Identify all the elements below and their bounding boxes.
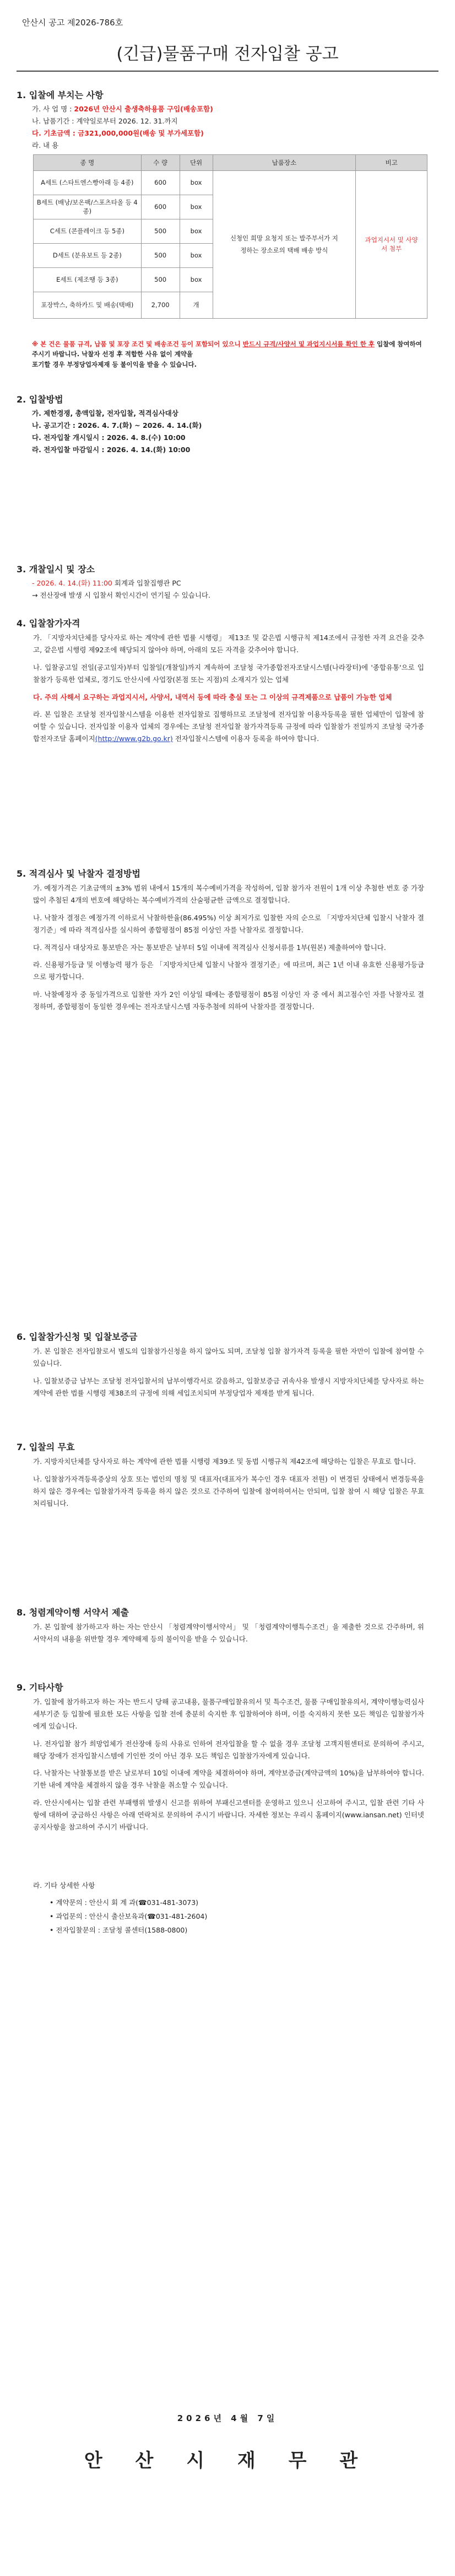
section-6-body (33, 1345, 424, 1405)
section-4-para-b: 나. 입찰공고일 전일(공고일자)부터 입찰일(개찰일)까지 계속하여 조달청 국가종합전자조달시스템(나라장터)에 '종합유통'으로 입찰참가 등록한 업체로, 경기도 안산시에 사업장(본점 또는 지점)의 소재지가 있는 업체 (33, 663, 424, 684)
section-1-item-b: 나. 납품기간 : 계약일로부터 2026. 12. 31.까지 (32, 117, 178, 125)
section-9-para-b: 나. 전자입찰 참가 희망업체가 전산장애 등의 사유로 인하여 전자입찰을 할 수 없을 경우 조달청 고객지원센터로 문의하여 주시고, 해당 장애가 전자입찰시스템에 기인한 것이 아닌 경우 모든 책임은 입찰참가자에게 있습니다. (33, 1739, 424, 1760)
item-qty: 600 (141, 171, 180, 195)
section-2-item-c: 다. 전자입찰 개시일시 : 2026. 4. 8.(수) 10:00 (32, 433, 186, 442)
section-2-item-d: 라. 전자입찰 마감일시 : 2026. 4. 14.(화) 10:00 (32, 446, 191, 454)
section-9-body (33, 1696, 424, 1839)
item-unit: box (180, 195, 213, 219)
item-qty: 600 (141, 195, 180, 219)
section-5-para-d: 라. 신용평가등급 및 이행능력 평가 등은 「지방자치단체 입찰시 낙찰자 결정기준」에 따르며, 최근 1년 이내 유효한 신용평가등급으로 평가합니다. (33, 960, 424, 981)
section-5-para-c: 다. 적격심사 대상자로 통보받은 자는 통보받은 날부터 5일 이내에 적격심사 신청서류를 1부(원본) 제출하여야 합니다. (33, 943, 386, 952)
contact-contract: • 계약문의 : 안산시 회 계 과(☎031-481-3073) (50, 1898, 199, 1907)
section-3-title: 3. 개찰일시 및 장소 (17, 564, 95, 575)
section-1-item-c: 다. 기초금액 : 금321,000,000원(배송 및 부가세포함) (32, 129, 204, 137)
header-name: 종 명 (34, 155, 142, 171)
section-1-item-d: 라. 내 용 (32, 141, 59, 149)
item-unit: box (180, 171, 213, 195)
g2b-link[interactable]: (http://www.g2b.go.kr) (95, 734, 173, 743)
header-note: 비고 (356, 155, 427, 171)
contact-list (50, 1896, 207, 1937)
table-footnote: ※ 본 건은 물품 규격, 납품 및 포장 조건 및 배송조건 등이 포함되어 있으니 반드시 규격/사양서 및 과업지시서를 확인 한 후 입찰에 참여하여 주시기 바랍니다. 낙찰자 선정 후 적합한 사유 없이 계약을 포기할 경우 부정당업자제재 등 불이익을 받을 수 있습니다. (32, 340, 422, 368)
item-name: E세트 (제조땡 등 3종) (34, 268, 142, 292)
item-name: C세트 (콘플레이크 등 5종) (34, 219, 142, 244)
section-6-para-b: 나. 입찰보증금 납부는 조달청 전자입찰서의 납부이행각서로 갈음하고, 입찰보증금 귀속사유 발생시 지방자치단체를 당사자로 하는 계약에 관한 법률 시행령 제38조의 규정에 의해 세입조치되며 부정당업자 제재를 받게 됩니다. (33, 1376, 424, 1397)
item-name: D세트 (분유보트 등 2종) (34, 244, 142, 268)
section-9-para-c: 다. 낙찰자는 낙찰통보를 받은 날로부터 10일 이내에 계약을 체결하여야 하며, 계약보증금(계약금액의 10%)을 납부하여야 합니다. 기한 내에 계약을 체결하지 않을 경우 낙찰을 취소할 수 있습니다. (33, 1769, 424, 1790)
item-qty: 500 (141, 244, 180, 268)
section-6-title: 6. 입찰참가신청 및 입찰보증금 (17, 1332, 138, 1342)
table-row (34, 171, 427, 195)
section-9-para-d: 라. 안산시에서는 입찰 관련 부패행위 발생시 신고를 위하여 부패신고센터를 운영하고 있으니 신고하여 주시고, 입찰 관련 기타 사항에 대하여 궁금하신 사항은 아래 연락처로 문의하여 주시기 바랍니다. 자세한 정보는 우리시 홈페이지(www.iansan.net) 인터넷 공지사항을 참고하여 주시기 바랍니다. (33, 1799, 424, 1831)
table-header-row (34, 155, 427, 171)
note-cell: 과업지시서 및 사양서 첨부 (356, 171, 427, 319)
item-name: B세트 (배낭/보온팩/스포츠타올 등 4종) (34, 195, 142, 219)
page-title: (긴급)물품구매 전자입찰 공고 (116, 44, 339, 64)
section-1-title: 1. 입찰에 부치는 사항 (17, 90, 104, 100)
section-4-para-c: 다. 주의 사해서 요구하는 과업지시서, 사양서, 내역서 등에 따라 충실 또는 그 이상의 규격제품으로 납품이 가능한 업체 (33, 693, 392, 701)
section-2-title: 2. 입찰방법 (17, 394, 63, 405)
contact-e-bid: • 전자입찰문의 : 조달청 콜센터(1588-0800) (50, 1926, 188, 1934)
section-5-title: 5. 적격심사 및 낙찰자 결정방법 (17, 868, 140, 879)
contact-title: 라. 기타 상세한 사항 (33, 1881, 95, 1890)
header-unit: 단위 (180, 155, 213, 171)
item-name: 포장박스, 축하카드 및 배송(택배) (34, 292, 142, 319)
item-qty: 500 (141, 219, 180, 244)
item-unit: 개 (180, 292, 213, 319)
section-7-title: 7. 입찰의 무효 (17, 1442, 75, 1452)
section-5-para-b: 나. 낙찰자 결정은 예정가격 이하로서 낙찰하한율(86.495%) 이상 최저가로 입찰한 자의 순으로 「지방자치단체 입찰시 낙찰자 결정기준」에 따라 적격심사를 실시하여 종합평점이 85점 이상인 자를 낙찰자로 결정합니다. (33, 913, 424, 934)
section-8-para-a: 가. 본 입찰에 참가하고자 하는 자는 안산시 「청렴계약이행서약서」 및 「청렴계약이행특수조건」을 제출한 것으로 간주하며, 위 서약서의 내용을 위반할 경우 계약해제 등의 불이익을 받을 수 있습니다. (33, 1623, 424, 1643)
header-place: 납품장소 (213, 155, 356, 171)
item-unit: box (180, 268, 213, 292)
section-9-title: 9. 기타사항 (17, 1682, 63, 1693)
section-4-para-a: 가. 「지방자치단체를 당사자로 하는 계약에 관한 법률 시행령」 제13조 및 같은법 시행규칙 제14조에서 규정한 자격 요건을 갖추고, 같은법 시행령 제92조에 해당되지 않아야 하며, 아래의 모든 자격을 갖추어야 합니다. (33, 634, 424, 654)
section-5-para-e: 마. 낙찰예정자 중 동일가격으로 입찰한 자가 2인 이상일 때에는 종합평점이 85점 이상인 자 중 에서 최고점수인 자를 낙찰자로 결정하며, 종합평점이 동일한 경우에는 전자조달시스템 자동추첨에 의하여 낙찰자를 결정합니다. (33, 990, 424, 1011)
item-qty: 2,700 (141, 292, 180, 319)
section-4-title: 4. 입찰참가자격 (17, 618, 80, 629)
title-divider (17, 71, 438, 72)
section-5-para-a: 가. 예정가격은 기초금액의 ±3% 범위 내에서 15개의 복수예비가격을 작성하여, 입찰 참가자 전원이 1개 이상 추첨한 번호 중 가장 많이 추첨된 4개의 번호에 해당하는 복수예비가격의 산술평균한 금액으로 결정합니다. (33, 884, 424, 904)
item-unit: box (180, 219, 213, 244)
section-1-item-a: 가. 사 업 명 : 2026년 안산시 출생축하용품 구입(배송포함) (32, 105, 213, 113)
section-7-para-a: 가. 지방자치단체를 당사자로 하는 계약에 관한 법률 시행령 제39조 및 동법 시행규칙 제42조에 해당하는 입찰은 무효로 합니다. (33, 1457, 416, 1466)
header-qty: 수 량 (141, 155, 180, 171)
section-3-item-b: → 전산장애 발생 시 입찰서 확인시간이 연기될 수 있습니다. (32, 591, 210, 599)
section-9-para-a: 가. 입찰에 참가하고자 하는 자는 반드시 당해 공고내용, 물품구매입찰유의서 및 특수조건, 물품 구매입찰유의서, 계약이행능력심사 세부기준 등 입찰에 필요한 모든 사항을 입찰 전에 충분히 숙지한 후 입찰하여야 하며, 이를 숙지하지 못한 모든 책임은 입찰참가자에게 있습니다. (33, 1698, 424, 1730)
items-table (33, 154, 427, 319)
section-2-item-b: 나. 공고기간 : 2026. 4. 7.(화) ~ 2026. 4. 14.(화) (32, 421, 202, 430)
section-2-item-a: 가. 제한경쟁, 총액입찰, 전자입찰, 적격심사대상 (32, 409, 178, 417)
section-7-body (33, 1456, 424, 1515)
section-6-para-a: 가. 본 입찰은 전자입찰로서 별도의 입찰참가신청을 하지 않아도 되며, 조달청 입찰 참가자격 등록을 필한 자만이 입찰에 참여할 수 있습니다. (33, 1347, 424, 1367)
notice-date: 2026년 4월 7일 (177, 2413, 278, 2423)
issuing-authority: 안 산 시 재 무 관 (84, 2450, 371, 2472)
section-8-title: 8. 청렴계약이행 서약서 제출 (17, 1607, 129, 1618)
section-4-para-d: 라. 본 입찰은 조달청 전자입찰시스템을 이용한 전자입찰로 집행하므로 조달청에 전자입찰 이용자등록을 필한 업체만이 입찰에 참여할 수 있습니다. 전자입찰 이용자 업체의 경우에는 조달청 전자입찰 참가자격등록 규정에 따라 입찰참가 전일까지 조달청 국가종합전자조달 홈페이지(http://www.g2b.go.kr) 전자입찰시스템에 이용자 등록을 하여야 합니다. (33, 710, 424, 743)
section-3-item-a: - 2026. 4. 14.(화) 11:00 회계과 입찰집행관 PC (32, 579, 181, 587)
item-qty: 500 (141, 268, 180, 292)
section-8-body (33, 1621, 424, 1651)
item-unit: box (180, 244, 213, 268)
section-7-para-b: 나. 입찰참가자격등록증상의 상호 또는 법인의 명칭 및 대표자(대표자가 복수인 경우 대표자 전원) 이 변경된 상태에서 변경등록을 하지 않은 경우에는 입찰참가자격 등록을 하지 않은 것으로 간주하여 입찰에 참여하여서는 안되며, 입찰 참여 시 해당 입찰은 무효 처리됩니다. (33, 1474, 424, 1507)
contact-task: • 과업문의 : 안산시 출산보육과(☎031-481-2604) (50, 1912, 208, 1920)
delivery-place: 신청인 희망 요청지 또는 발주부서가 지정하는 장소로의 택배 배송 방식 (213, 171, 356, 319)
notice-number: 안산시 공고 제2026-786호 (22, 18, 123, 28)
item-name: A세트 (스타트엔스빵아래 등 4종) (34, 171, 142, 195)
section-4-body (33, 632, 424, 750)
section-5-body (33, 882, 424, 1018)
